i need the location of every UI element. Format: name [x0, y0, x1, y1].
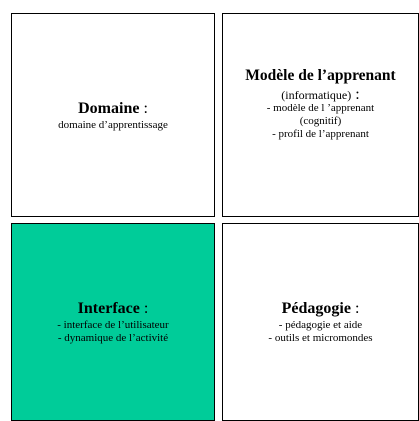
domaine-line-1: domaine d’apprentissage: [58, 118, 168, 131]
modele-subtitle: (informatique): [281, 88, 352, 102]
modele-line-2: (cognitif): [299, 115, 342, 127]
box-domaine: [11, 13, 215, 217]
interface-colon: :: [139, 300, 149, 317]
modele-line-1: - modèle de l ’apprenant: [266, 102, 375, 114]
pedagogie-line-1: - pédagogie et aide: [278, 319, 363, 331]
box-pedagogie: [222, 223, 419, 421]
modele-line-3: - profil de l’apprenant: [272, 128, 369, 140]
box-interface: [11, 223, 215, 421]
interface-line-2: - dynamique de l’activité: [57, 332, 169, 344]
domaine-title-line: [78, 99, 148, 119]
modele-subtitle-line: [281, 88, 359, 102]
pedagogie-title-line: [282, 299, 360, 319]
modele-title: Modèle de l’apprenant: [245, 67, 396, 84]
modele-colon: :: [351, 86, 360, 103]
domaine-title: Domaine: [78, 99, 140, 117]
interface-line-1: - interface de l’utilisateur: [57, 319, 169, 331]
pedagogie-colon: :: [350, 300, 360, 317]
pedagogie-title: Pédagogie: [281, 300, 351, 317]
interface-title-line: [78, 299, 149, 319]
pedagogie-line-2: - outils et micromondes: [268, 332, 373, 344]
box-modele-apprenant: [222, 13, 419, 217]
modele-title-line: [245, 66, 395, 86]
interface-title: Interface: [77, 300, 140, 317]
domaine-colon: :: [139, 99, 148, 117]
